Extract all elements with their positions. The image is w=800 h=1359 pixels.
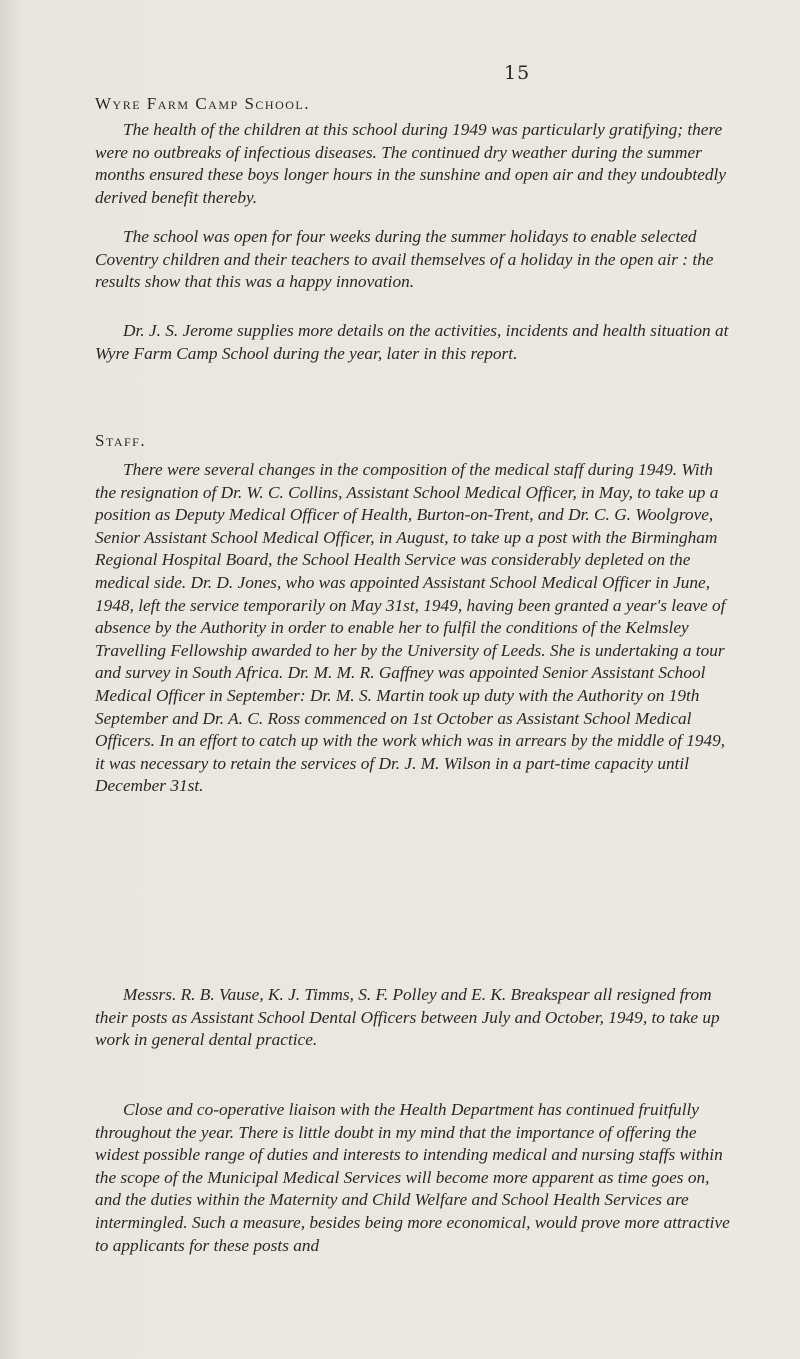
section-heading-wyre-farm: Wyre Farm Camp School. <box>95 94 310 113</box>
paragraph-dental-officers: Messrs. R. B. Vause, K. J. Timms, S. F. Polley and E. K. Breakspear all resigned from their posts as Assistant School Dental Officers between July and October, 1949, to take up work in general dental practice. <box>95 985 720 1050</box>
paragraph-staff-changes: There were several changes in the composition of the medical staff during 1949. With the resignation of Dr. W. C. Collins, Assistant School Medical Officer, in May, to take up a position as Deputy Medical Officer of Health, Burton-on-Trent, and Dr. C. G. Woolgrove, Senior Assistant School Medical Officer, in August, to take up a post with the Birmingham Regional Hospital Board, the School Health Service was considerably depleted on the medical side. Dr. D. Jones, who was appointed Assistant School Medical Officer in June, 1948, left the service temporarily on May 31st, 1949, having been granted a year's leave of absence by the Authority in order to enable her to fulfil the conditions of the Kelmsley Travelling Fellowship awarded to her by the University of Leeds. She is undertaking a tour and survey in South Africa. Dr. M. M. R. Gaffney was appointed Senior Assistant School Medical Officer in September: Dr. M. S. Martin took up duty with the Authority on 19th September and Dr. A. C. Ross commenced on 1st October as Assistant School Medical Officers. In an effort to catch up with the work which was in arrears by the middle of 1949, it was necessary to retain the services of Dr. J. M. Wilson in a part-time capacity until December 31st. <box>95 460 726 796</box>
paragraph-liaison: Close and co-operative liaison with the Health Department has continued fruitfully throughout the year. There is little doubt in my mind that the importance of offering the widest possible range of duties and interests to intending medical and nursing staffs within the scope of the Municipal Medical Services will become more apparent as time goes on, and the duties within the Maternity and Child Welfare and School Health Services are intermingled. Such a measure, besides being more economical, would prove more attractive to applicants for these posts and <box>95 1100 730 1255</box>
paragraph-jerome: Dr. J. S. Jerome supplies more details on the activities, incidents and health situation at Wyre Farm Camp School during the year, later in this report. <box>95 321 729 363</box>
section-heading-staff: Staff. <box>95 431 147 450</box>
page-number: 15 <box>504 62 531 84</box>
paragraph-summer-holidays: The school was open for four weeks during the summer holidays to enable selected Coventry children and their teachers to avail themselves of a holiday in the open air : the results show that this was a happy innovation. <box>95 227 714 292</box>
paragraph-health: The health of the children at this school during 1949 was particularly gratifying; there were no outbreaks of infectious diseases. The continued dry weather during the summer months ensured these boys longer hours in the sunshine and open air and they undoubtedly derived benefit thereby. <box>95 120 727 207</box>
